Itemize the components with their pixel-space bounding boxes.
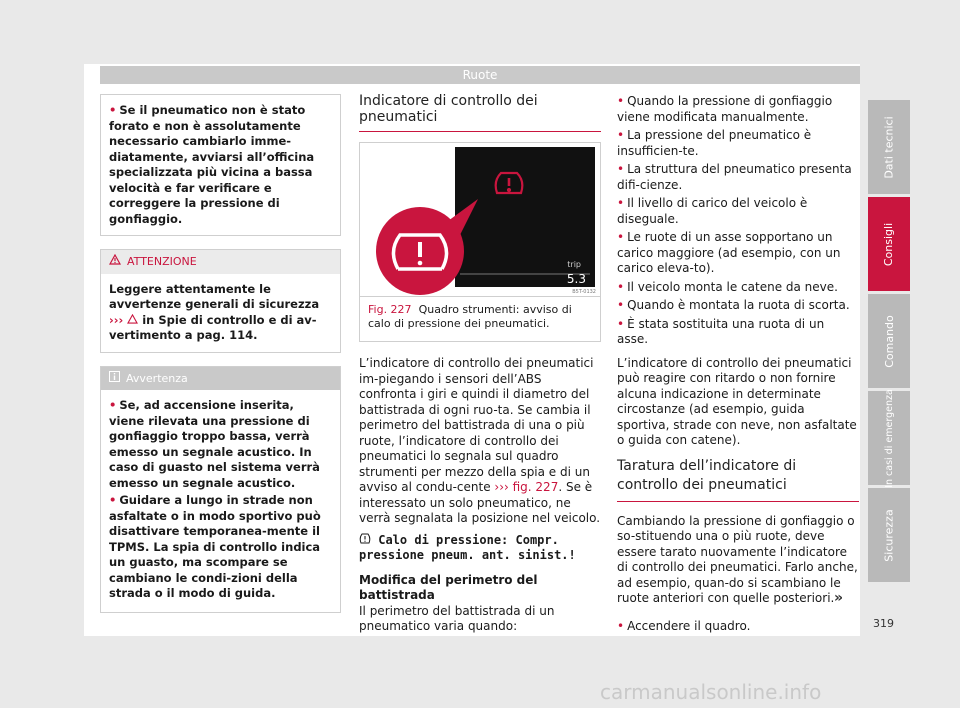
page-header: Ruote bbox=[100, 66, 860, 84]
note-item: • Guidare a lungo in strade non asfaltate o in modo sportivo può disattivare temporanea-mente il TPMS. La spia di controllo indica un guasto, ma scompare se cambiano le condi-zioni della strada o il modo di guida. bbox=[109, 493, 321, 600]
page-number: 319 bbox=[873, 617, 894, 630]
section-title: Indicatore di controllo dei pneumatici bbox=[359, 94, 601, 132]
list-item: • La pressione del pneumatico è insufficien-te. bbox=[617, 128, 812, 158]
tpms-inline-icon bbox=[359, 533, 371, 547]
column-left bbox=[100, 94, 341, 626]
paragraph: L’indicatore di controllo dei pneumatici può reagire con ritardo o non fornire alcuna indicazione in determinate circostanze (ad esempio, guida sportiva, strade con neve, non asfaltate o guida con catene). bbox=[617, 355, 857, 447]
intro-text: Se il pneumatico non è stato forato e non è assolutamente necessario cambiarlo imme-diatamente, avviarsi all’officina specializzata più vicina a bassa velocità e far verificare e correggere la pressione di gonfiaggio. bbox=[109, 103, 315, 226]
bullet-icon: • bbox=[617, 298, 625, 312]
dashboard-illustration bbox=[360, 143, 600, 296]
figure-caption: Fig. 227 Quadro strumenti: avviso di calo di pressione dei pneumatici. bbox=[359, 297, 601, 342]
list-item: • Il livello di carico del veicolo è diseguale. bbox=[617, 196, 808, 226]
bullet-icon: • bbox=[617, 128, 625, 142]
list-item: • È stata sostituita una ruota di un asse. bbox=[617, 316, 825, 346]
intro-box bbox=[100, 94, 341, 236]
continue-arrow-icon: » bbox=[834, 590, 844, 606]
warning-text: Leggere attentamente le avvertenze generali di sicurezza bbox=[109, 281, 320, 311]
warning-triangle-icon bbox=[109, 254, 121, 270]
note-title: Avvertenza bbox=[126, 371, 188, 385]
bullet-icon: • bbox=[617, 618, 625, 633]
watermark: carmanualsonline.info bbox=[600, 680, 822, 704]
cross-ref-link[interactable]: ››› bbox=[109, 312, 124, 327]
trip-value: 5.3 bbox=[566, 272, 586, 286]
tab-emergenza[interactable]: In casi di emergenza bbox=[868, 391, 910, 485]
bullet-icon: • bbox=[617, 196, 625, 210]
warning-text-end: in Spie di controllo e di av-vertimento a pag. 114. bbox=[109, 312, 317, 342]
list-item: • Quando è montata la ruota di scorta. bbox=[617, 298, 850, 312]
column-middle bbox=[359, 94, 601, 635]
section-title: Taratura dell’indicatore di controllo dei pneumatici bbox=[617, 457, 859, 502]
paragraph: Il perimetro del battistrada di un pneumatico varia quando: bbox=[359, 603, 555, 633]
bullet-icon: • bbox=[109, 398, 117, 412]
list-item: • Quando la pressione di gonfiaggio viene modificata manualmente. bbox=[617, 94, 833, 124]
note-header bbox=[101, 367, 340, 391]
subheading: Modifica del perimetro del battistrada bbox=[359, 572, 538, 602]
bullet-icon: • bbox=[109, 103, 117, 117]
note-box bbox=[100, 366, 341, 613]
figure-code: B5T-0132 bbox=[572, 289, 596, 295]
bullet-icon: • bbox=[617, 279, 625, 294]
bullet-icon: • bbox=[109, 493, 117, 507]
list-item: • Accendere il quadro. bbox=[617, 618, 751, 633]
bullet-icon: • bbox=[617, 94, 625, 108]
figure-number: Fig. 227 bbox=[368, 303, 412, 316]
list-item: • Il veicolo monta le catene da neve. bbox=[617, 279, 838, 294]
figure-dashboard bbox=[359, 142, 601, 297]
message-text: Calo di pressione: Compr. pressione pneum. ant. sinist.! bbox=[359, 532, 576, 562]
tab-dati-tecnici[interactable]: Dati tecnici bbox=[868, 100, 910, 194]
note-item: • Se, ad accensione inserita, viene rilevata una pressione di gonfiaggio troppo bassa, verrà emesso un segnale acustico. In caso di guasto nel sistema verrà emesso un segnale acustico. bbox=[109, 398, 320, 490]
trip-label: trip bbox=[567, 260, 581, 269]
paragraph: Cambiando la pressione di gonfiaggio o so-stituendo una o più ruote, deve essere tarato nuovamente l’indicatore di controllo dei pneumatici. Farlo anche, ad esempio, quan-do si scambiano le ruote anteriori con quelle posteriori. bbox=[617, 513, 858, 605]
list-item: • La struttura del pneumatico presenta difi-cienze. bbox=[617, 162, 852, 192]
bullet-icon: • bbox=[617, 230, 625, 244]
warning-triangle-inline-icon bbox=[127, 313, 138, 327]
list-item: • Le ruote di un asse sopportano un carico maggiore (ad esempio, con un carico eleva-to). bbox=[617, 230, 841, 275]
paragraph: L’indicatore di controllo dei pneumatici im-piegando i sensori dell’ABS confronta i giri e quindi il diametro del battistrada di ogni ruo-ta. Se cambia il perimetro del battistrada di una o più ruote, l’indicatore di controllo dei pneumatici lo segnala sul quadro strumenti per mezzo della spia e di un avviso al condu-cente ››› fig. 227. Se è interessato un solo pneumatico, ne verrà segnalata la posizione nel veicolo. bbox=[359, 356, 601, 525]
tab-consigli[interactable]: Consigli bbox=[868, 197, 910, 291]
bullet-icon: • bbox=[617, 162, 625, 176]
figure-link[interactable]: ››› fig. 227 bbox=[494, 480, 559, 494]
warning-header bbox=[101, 250, 340, 274]
column-right bbox=[617, 94, 859, 637]
info-icon bbox=[109, 371, 120, 387]
tab-sicurezza[interactable]: Sicurezza bbox=[868, 488, 910, 582]
warning-title: ATTENZIONE bbox=[127, 255, 197, 268]
chapter-tabs bbox=[868, 100, 910, 585]
tab-comando[interactable]: Comando bbox=[868, 294, 910, 388]
warning-box bbox=[100, 249, 341, 353]
bullet-icon: • bbox=[617, 316, 625, 331]
